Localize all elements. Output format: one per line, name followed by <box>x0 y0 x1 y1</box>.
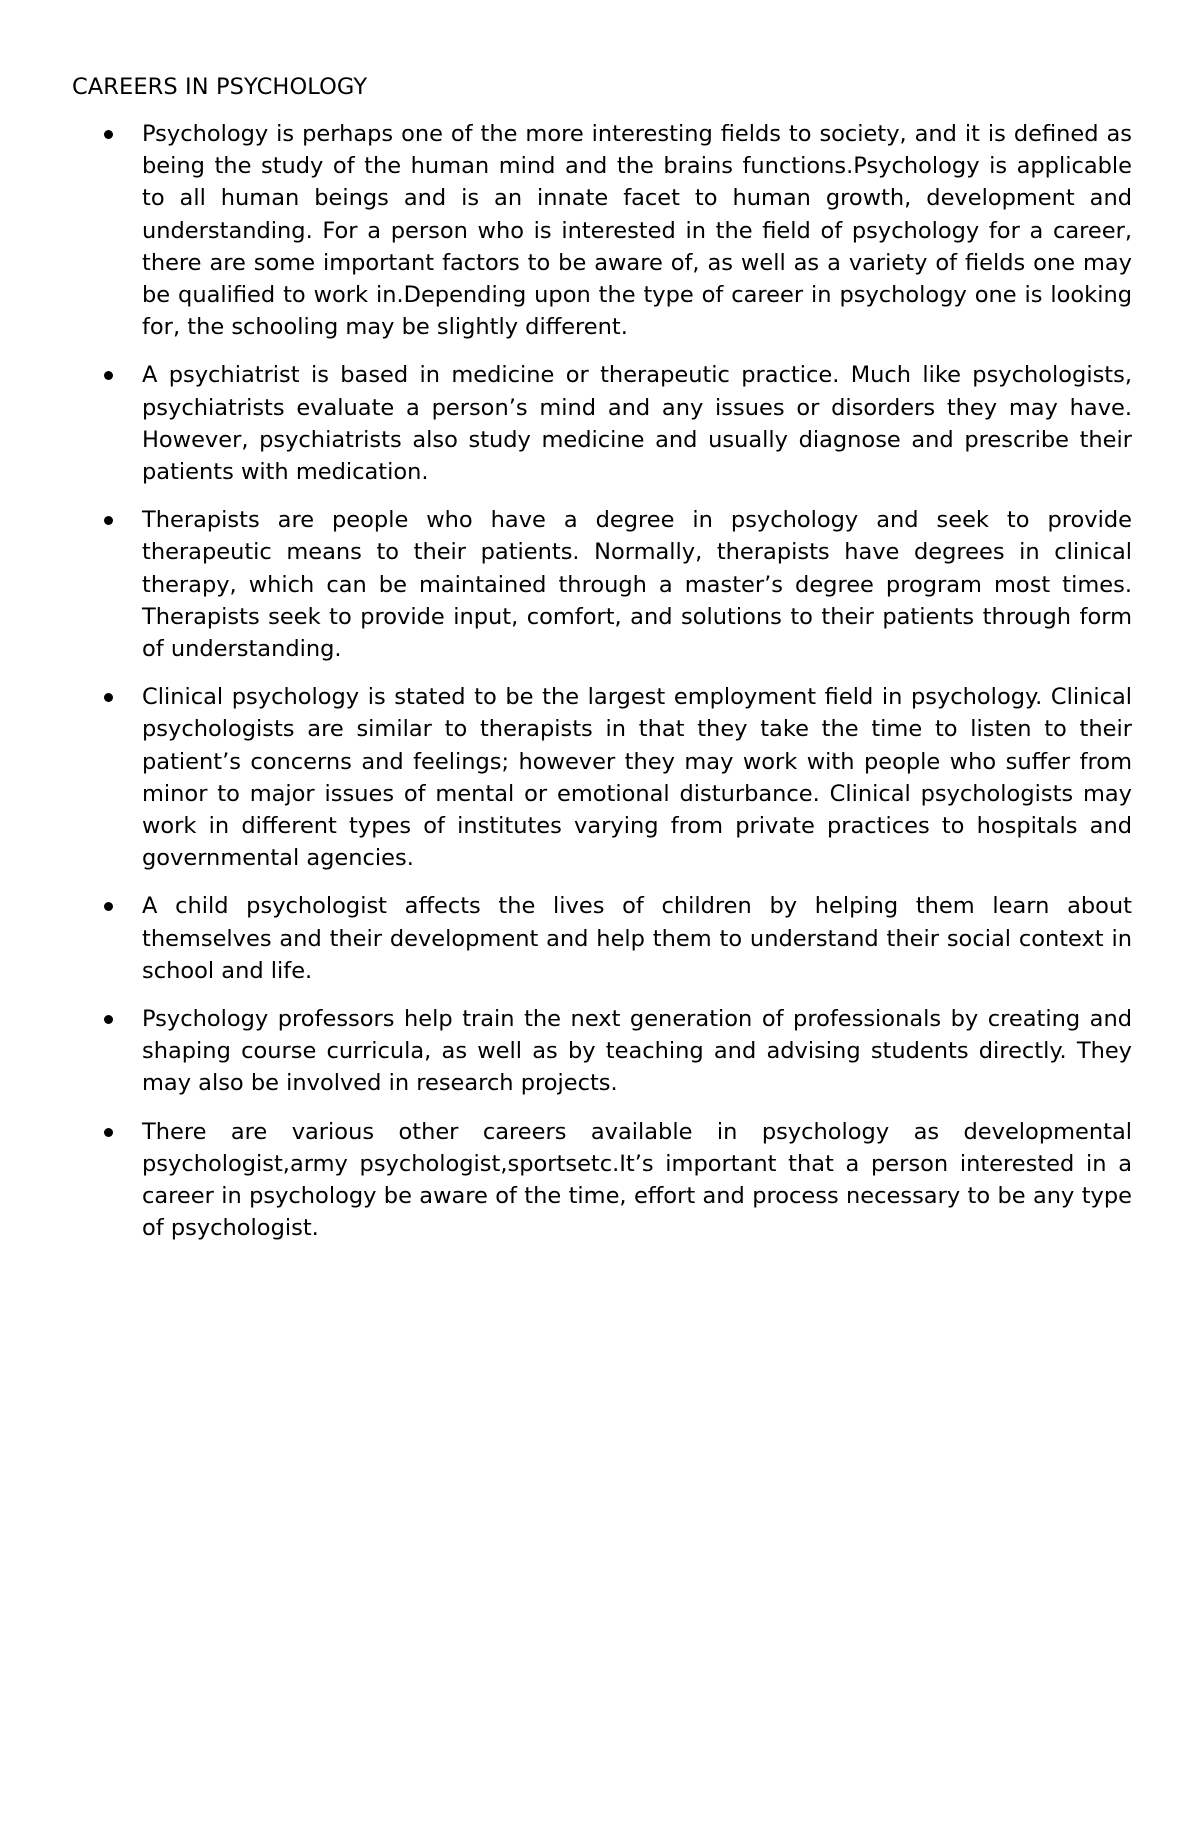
bullet-dot-icon <box>104 1128 113 1137</box>
bullet-item-psychiatrist <box>72 359 1132 488</box>
bullet-item-psychology-professors <box>72 1003 1132 1100</box>
bullet-dot-icon <box>104 371 113 380</box>
bullet-list <box>72 118 1132 1261</box>
bullet-item-clinical-psychology <box>72 681 1132 874</box>
bullet-dot-icon <box>104 1015 113 1024</box>
bullet-dot-icon <box>104 693 113 702</box>
bullet-dot-icon <box>104 516 113 525</box>
bullet-text: Psychology professors help train the next generation of professionals by creating and shaping course curricula, as well as by teaching and advising students directly. They may also be involved in research projects. <box>142 1006 1132 1097</box>
bullet-item-other-careers <box>72 1116 1132 1245</box>
bullet-item-child-psychologist <box>72 890 1132 987</box>
bullet-item-therapists <box>72 504 1132 665</box>
bullet-text: Therapists are people who have a degree in psychology and seek to provide therapeutic means to their patients. Normally, therapists have degrees in clinical therapy, which can be maintained through a master’s degree program most times. Therapists seek to provide input, comfort, and solutions to their patients through form of understanding. <box>142 507 1132 663</box>
bullet-text: A psychiatrist is based in medicine or therapeutic practice. Much like psychologists, psychiatrists evaluate a person’s mind and any issues or disorders they may have. However, psychiatrists also study medicine and usually diagnose and prescribe their patients with medication. <box>142 362 1132 486</box>
bullet-text: Clinical psychology is stated to be the largest employment field in psychology. Clinical psychologists are similar to therapists in that they take the time to listen to their patient’s concerns and feelings; however they may work with people who suffer from minor to major issues of mental or emotional disturbance. Clinical psychologists may work in different types of institutes varying from private practices to hospitals and governmental agencies. <box>142 684 1132 872</box>
bullet-dot-icon <box>104 130 113 139</box>
bullet-text: Psychology is perhaps one of the more interesting fields to society, and it is defined as being the study of the human mind and the brains functions.Psychology is applicable to all human beings and is an innate facet to human growth, development and understanding. For a person who is interested in the field of psychology for a career, there are some important factors to be aware of, as well as a variety of fields one may be qualified to work in.Depending upon the type of career in psychology one is looking for, the schooling may be slightly different. <box>142 121 1132 341</box>
bullet-item-psychology-overview <box>72 118 1132 343</box>
bullet-text: A child psychologist affects the lives of children by helping them learn about themselves and their development and help them to understand their social context in school and life. <box>142 893 1132 984</box>
bullet-dot-icon <box>104 902 113 911</box>
bullet-text: There are various other careers available in psychology as developmental psychologist,army psychologist,sportsetc.It’s important that a person interested in a career in psychology be aware of the time, effort and process necessary to be any type of psychologist. <box>142 1118 1132 1242</box>
document-title: CAREERS IN PSYCHOLOGY <box>72 74 368 100</box>
